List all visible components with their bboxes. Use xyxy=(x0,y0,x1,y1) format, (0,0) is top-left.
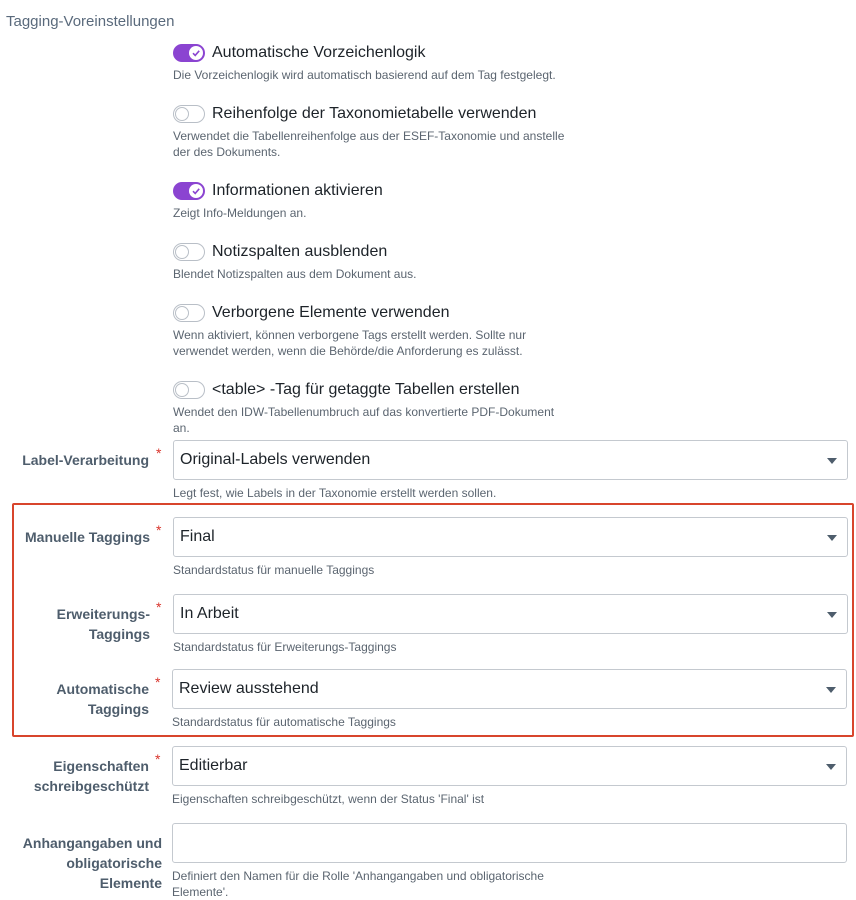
label-processing-select[interactable] xyxy=(173,440,848,480)
toggle-label: Informationen aktivieren xyxy=(212,182,383,199)
properties-readonly-label xyxy=(34,756,149,796)
toggle-label: <table> -Tag für getaggte Tabellen erstellen xyxy=(212,381,520,398)
label-line: schreibgeschützt xyxy=(33,778,149,794)
taxonomy-order-toggle[interactable] xyxy=(173,105,205,123)
check-icon xyxy=(189,184,203,198)
toggle-help: Verwendet die Tabellenreihenfolge aus der ESEF-Taxonomie und anstelle der des Dokuments. xyxy=(173,129,565,159)
info-toggle[interactable] xyxy=(173,182,205,200)
hidden-elements-toggle[interactable] xyxy=(173,304,205,322)
required-marker: * xyxy=(155,674,161,690)
chevron-down-icon xyxy=(827,458,837,464)
toggle-row-table-tag xyxy=(173,379,853,436)
required-marker: * xyxy=(156,599,162,615)
toggle-help: Wendet den IDW-Tabellenumbruch auf das konvertierte PDF-Dokument an. xyxy=(173,405,555,435)
field-help: Legt fest, wie Labels in der Taxonomie erstellt werden sollen. xyxy=(173,486,497,500)
required-marker: * xyxy=(156,522,162,538)
toggle-help: Zeigt Info-Meldungen an. xyxy=(173,206,307,220)
toggle-help: Blendet Notizspalten aus dem Dokument aus. xyxy=(173,267,417,281)
label-line: Automatische xyxy=(56,681,149,697)
extension-taggings-select[interactable] xyxy=(173,594,848,634)
manual-taggings-label: Manuelle Taggings xyxy=(25,529,150,545)
toggle-label: Automatische Vorzeichenlogik xyxy=(212,44,426,61)
automatic-taggings-select[interactable] xyxy=(172,669,847,709)
chevron-down-icon xyxy=(826,764,836,770)
help-line: Elemente'. xyxy=(172,885,229,899)
select-value: In Arbeit xyxy=(180,605,239,622)
field-help: Standardstatus für manuelle Taggings xyxy=(173,563,375,577)
properties-readonly-select[interactable] xyxy=(172,746,847,786)
select-value: Editierbar xyxy=(179,757,248,774)
field-help: Eigenschaften schreibgeschützt, wenn der Status 'Final' ist xyxy=(172,792,485,806)
toggle-label: Notizspalten ausblenden xyxy=(212,243,388,260)
label-line: Eigenschaften xyxy=(53,758,149,774)
label-line: Elemente xyxy=(99,875,162,891)
toggle-row-notes xyxy=(173,241,853,282)
toggle-row-hidden-elements xyxy=(173,302,853,359)
check-icon xyxy=(189,46,203,60)
automatic-taggings-label xyxy=(56,679,149,719)
notes-toggle[interactable] xyxy=(173,243,205,261)
manual-taggings-select[interactable] xyxy=(173,517,848,557)
field-help: Standardstatus für automatische Taggings xyxy=(172,715,396,729)
label-line: Taggings xyxy=(87,701,149,717)
toggle-row-taxonomy-order xyxy=(173,103,853,160)
chevron-down-icon xyxy=(827,535,837,541)
label-line: Anhangangaben und xyxy=(22,835,162,851)
extension-taggings-label xyxy=(57,604,150,644)
select-value: Original-Labels verwenden xyxy=(180,451,371,468)
chevron-down-icon xyxy=(827,612,837,618)
label-line: Erweiterungs- xyxy=(56,606,150,622)
toggle-label: Reihenfolge der Taxonomietabelle verwenden xyxy=(212,105,537,122)
field-help: Standardstatus für Erweiterungs-Taggings xyxy=(173,640,397,654)
toggle-row-info xyxy=(173,180,853,221)
table-tag-toggle[interactable] xyxy=(173,381,205,399)
toggle-help: Wenn aktiviert, können verborgene Tags erstellt werden. Sollte nur verwendet werden, wenn die Behörde/die Anforderung es zulässt. xyxy=(173,328,527,358)
toggle-help: Die Vorzeichenlogik wird automatisch basierend auf dem Tag festgelegt. xyxy=(173,68,556,82)
section-title: Tagging-Voreinstellungen xyxy=(6,13,175,30)
select-value: Review ausstehend xyxy=(179,680,319,697)
chevron-down-icon xyxy=(826,687,836,693)
toggle-row-sign-logic xyxy=(173,42,853,83)
select-value: Final xyxy=(180,528,215,545)
appendix-role-input[interactable] xyxy=(172,823,847,863)
label-line: Taggings xyxy=(88,626,150,642)
toggle-label: Verborgene Elemente verwenden xyxy=(212,304,450,321)
sign-logic-toggle[interactable] xyxy=(173,44,205,62)
label-processing-label: Label-Verarbeitung xyxy=(22,452,149,468)
field-help xyxy=(172,868,544,900)
required-marker: * xyxy=(155,751,161,767)
required-marker: * xyxy=(156,445,162,461)
label-line: obligatorische xyxy=(66,855,162,871)
help-line: Definiert den Namen für die Rolle 'Anhangangaben und obligatorische xyxy=(172,869,544,883)
appendix-role-label xyxy=(23,833,162,893)
